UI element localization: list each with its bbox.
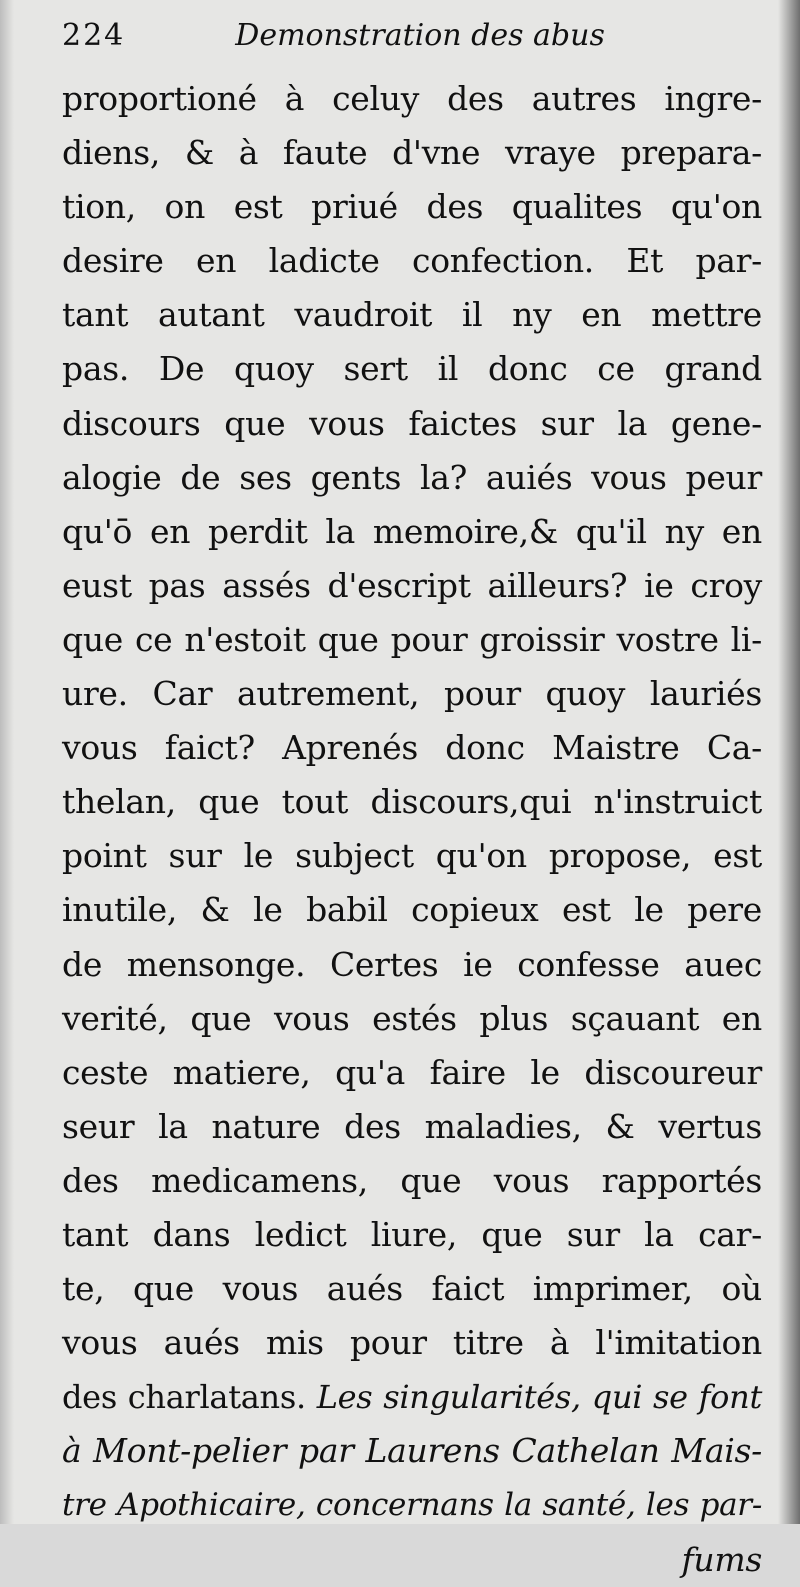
roman-text: ure. Car autrement, pour quoy lauriés — [62, 674, 762, 714]
text-line — [62, 1100, 762, 1154]
text-line — [62, 1154, 762, 1208]
roman-text: pas. De quoy sert il donc ce grand — [62, 349, 762, 389]
roman-text: tant dans ledict liure, que sur la car- — [62, 1214, 762, 1254]
roman-text: inutile, & le babil copieux est le pere — [62, 890, 762, 930]
roman-text: tant autant vaudroit il ny en mettre — [62, 295, 762, 335]
text-line — [62, 1370, 762, 1424]
text-line — [62, 667, 762, 721]
roman-text: diens, & à faute d'vne vraye prepara- — [62, 133, 762, 173]
roman-text: desire en ladicte confection. Et par- — [62, 241, 762, 281]
roman-text: seur la nature des maladies, & vertus — [62, 1106, 762, 1146]
roman-text: point sur le subject qu'on propose, est — [62, 836, 762, 876]
text-line — [62, 72, 762, 126]
italic-text: fums — [681, 1539, 762, 1579]
page-header — [62, 18, 630, 66]
roman-text: te, que vous aués faict imprimer, où — [62, 1269, 762, 1309]
text-line — [62, 938, 762, 992]
roman-text: vous faict? Aprenés donc Maistre Ca- — [62, 728, 762, 768]
text-line — [62, 1316, 762, 1370]
roman-text: verité, que vous estés plus sçauant en — [62, 998, 762, 1038]
text-line — [62, 775, 762, 829]
roman-text: que ce n'estoit que pour groissir vostre li- — [62, 619, 762, 659]
roman-text: des medicamens, que vous rapportés — [62, 1160, 762, 1200]
roman-text: vous aués mis pour titre à l'imitation — [62, 1323, 762, 1363]
text-line — [62, 1208, 762, 1262]
text-line — [62, 992, 762, 1046]
text-line — [62, 342, 762, 396]
italic-text: Les singularités, qui se font — [316, 1378, 762, 1417]
text-line — [62, 559, 762, 613]
text-line — [62, 234, 762, 288]
italic-text: tre Apothicaire, concernans la santé, les par- — [62, 1487, 762, 1524]
roman-text: eust pas assés d'escript ailleurs? ie croy — [62, 565, 762, 605]
text-line — [62, 613, 762, 667]
text-line — [62, 1533, 762, 1587]
running-title: Demonstration des abus — [235, 18, 605, 53]
text-line — [62, 1478, 762, 1532]
text-line — [62, 126, 762, 180]
italic-text: à Mont-pelier par Laurens Cathelan Mais- — [62, 1431, 762, 1471]
roman-text: des charlatans. — [62, 1378, 317, 1417]
text-line — [62, 1262, 762, 1316]
roman-text: discours que vous faictes sur la gene- — [62, 403, 762, 443]
text-line — [62, 1424, 762, 1478]
text-line — [62, 1046, 762, 1100]
text-line — [62, 721, 762, 775]
text-line — [62, 180, 762, 234]
roman-text: thelan, que tout discours,qui n'instruict — [62, 782, 762, 822]
roman-text: de mensonge. Certes ie confesse auec — [62, 944, 762, 984]
roman-text: alogie de ses gents la? auiés vous peur — [62, 457, 762, 497]
text-line — [62, 505, 762, 559]
page-number: 224 — [62, 18, 126, 53]
body-text — [62, 72, 762, 1587]
roman-text: qu'ō en perdit la memoire,& qu'il ny en — [62, 511, 762, 551]
text-line — [62, 397, 762, 451]
roman-text: proportioné à celuy des autres ingre- — [62, 79, 762, 118]
text-line — [62, 883, 762, 937]
text-line — [62, 288, 762, 342]
roman-text: ceste matiere, qu'a faire le discoureur — [62, 1052, 762, 1092]
text-line — [62, 829, 762, 883]
text-line — [62, 451, 762, 505]
roman-text: tion, on est priué des qualites qu'on — [62, 187, 762, 227]
